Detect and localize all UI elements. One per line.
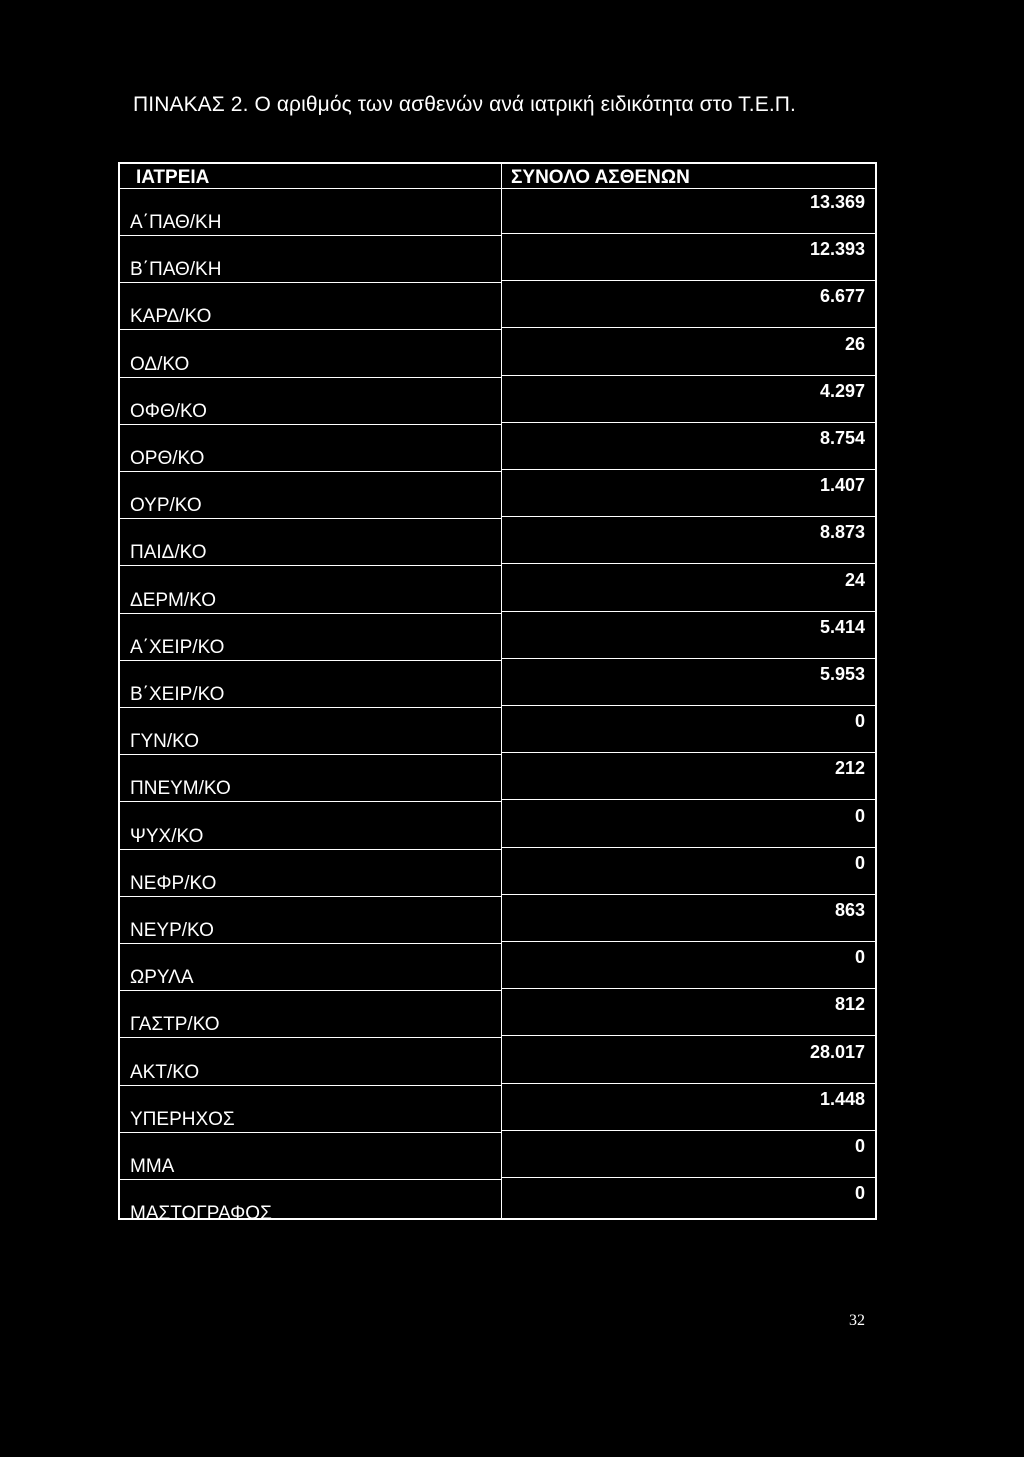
patient-count: 6.677 [819, 286, 865, 307]
table-row [120, 1085, 875, 1133]
row-divider-right [501, 375, 875, 376]
table-row [120, 660, 875, 708]
patient-count: 0 [854, 1136, 865, 1156]
patient-count: 26 [844, 333, 865, 354]
patient-count: 4.297 [819, 380, 865, 401]
patient-count: 13.369 [809, 192, 865, 212]
table-row [120, 566, 875, 614]
row-divider-right [501, 988, 875, 989]
clinic-name: ΚΑΡΔ/ΚΟ [130, 306, 212, 328]
clinic-name: ΟΦΘ/ΚΟ [130, 400, 207, 422]
patient-count: 812 [834, 994, 865, 1015]
table-row [120, 802, 875, 850]
clinic-name: Α΄ΠΑΘ/ΚΗ [130, 212, 222, 233]
table-row [120, 754, 875, 802]
table-row [120, 282, 875, 330]
table-row [120, 849, 875, 897]
row-divider-right [501, 894, 875, 895]
row-divider-right [501, 233, 875, 234]
table-row [120, 471, 875, 519]
table-caption: ΠΙΝΑΚΑΣ 2. Ο αριθμός των ασθενών ανά ιατρική ειδικότητα στο Τ.Ε.Π. [133, 93, 796, 116]
patient-count: 0 [854, 947, 865, 968]
clinic-name: Α΄ΧΕΙΡ/ΚΟ [130, 636, 225, 658]
patient-count: 1.448 [819, 1088, 865, 1109]
table-row [120, 896, 875, 944]
table-row [120, 943, 875, 991]
patient-count: 0 [854, 711, 865, 732]
row-divider-right [501, 1083, 875, 1084]
clinic-name: ΝΕΥΡ/ΚΟ [130, 920, 214, 941]
table-row [120, 188, 875, 236]
patient-count: 5.414 [819, 616, 865, 637]
clinic-name: ΜΑΣΤΟΓΡΑΦΟΣ [130, 1203, 272, 1225]
clinic-name: Β΄ΠΑΘ/ΚΗ [130, 259, 222, 281]
row-divider-right [501, 327, 875, 328]
row-divider-right [501, 799, 875, 800]
table-row [120, 377, 875, 425]
row-divider-right [501, 563, 875, 564]
table-row [120, 707, 875, 755]
row-divider-right [501, 1177, 875, 1178]
clinic-name: ΓΥΝ/ΚΟ [130, 731, 200, 753]
row-divider-right [501, 422, 875, 423]
patients-table [118, 162, 877, 1225]
table-row [120, 330, 875, 378]
row-divider-right [501, 469, 875, 470]
table-row [120, 990, 875, 1038]
patient-count: 8.754 [819, 428, 865, 448]
clinic-name: ΓΑΣΤΡ/ΚΟ [130, 1014, 220, 1036]
clinic-name: ΠΝΕΥΜ/ΚΟ [130, 778, 231, 800]
table-row [120, 235, 875, 283]
row-divider-right [501, 847, 875, 848]
row-divider-right [501, 705, 875, 706]
patient-count: 0 [854, 805, 865, 826]
clinic-name: ΔΕΡΜ/ΚΟ [130, 589, 217, 611]
table-header-row [120, 164, 875, 189]
clinic-name: ΝΕΦΡ/ΚΟ [130, 872, 217, 894]
clinic-name: Β΄ΧΕΙΡ/ΚΟ [130, 684, 225, 705]
row-divider-right [501, 658, 875, 659]
patient-count: 8.873 [819, 522, 865, 543]
clinic-name: ΠΑΙΔ/ΚΟ [130, 542, 207, 564]
clinic-name: ΟΔ/ΚΟ [130, 353, 190, 375]
patient-count: 12.393 [809, 239, 865, 260]
header-total-patients: ΣΥΝΟΛΟ ΑΣΘΕΝΩΝ [511, 167, 690, 188]
patient-count: 0 [854, 852, 865, 873]
row-divider-right [501, 1035, 875, 1036]
clinic-name: ΥΠΕΡΗΧΟΣ [130, 1108, 235, 1130]
row-divider-right [501, 941, 875, 942]
patient-count: 0 [854, 1183, 865, 1204]
page-number: 32 [849, 1312, 865, 1329]
clinic-name: ΩΡΥΛΑ [130, 967, 194, 989]
patient-count: 1.407 [819, 475, 865, 496]
table-row [120, 1179, 875, 1227]
table-row [120, 1132, 875, 1180]
clinic-name: ΨΥΧ/ΚΟ [130, 825, 204, 847]
clinic-name: ΟΥΡ/ΚΟ [130, 495, 202, 517]
clinic-name: ΟΡΘ/ΚΟ [130, 448, 205, 469]
row-divider-right [501, 280, 875, 281]
row-divider-right [501, 611, 875, 612]
table-row [120, 518, 875, 566]
table-row [120, 1038, 875, 1086]
header-clinics: ΙΑΤΡΕΙΑ [136, 167, 210, 188]
table-row [120, 613, 875, 661]
row-divider-right [501, 516, 875, 517]
patient-count: 28.017 [809, 1041, 865, 1062]
patient-count: 5.953 [819, 664, 865, 684]
patient-count: 863 [834, 900, 865, 920]
clinic-name: ΑΚΤ/ΚΟ [130, 1061, 200, 1083]
row-divider-right [501, 1130, 875, 1131]
table-row [120, 424, 875, 472]
patient-count: 24 [844, 569, 865, 590]
clinic-name: ΜΜΑ [130, 1156, 175, 1177]
row-divider-right [501, 752, 875, 753]
patient-count: 212 [834, 758, 865, 779]
